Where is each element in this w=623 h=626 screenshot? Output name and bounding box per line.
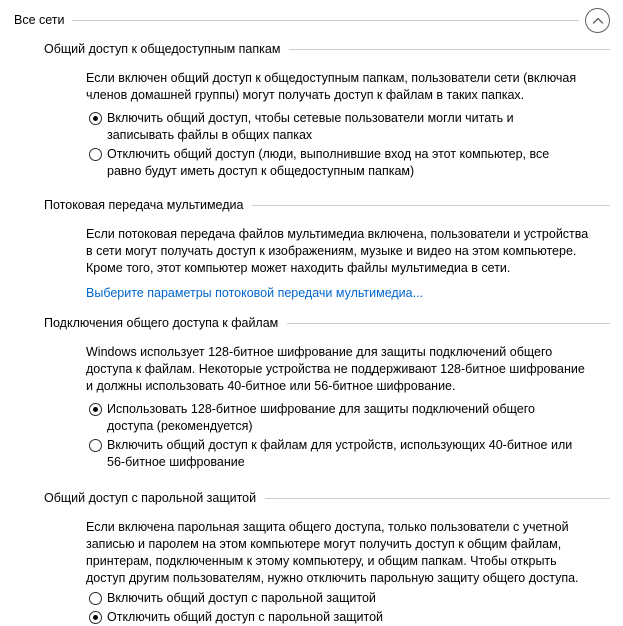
section-header xyxy=(44,490,610,507)
radio-input[interactable] xyxy=(89,112,102,125)
section-header xyxy=(44,315,610,332)
radio-option-disable-public-sharing[interactable] xyxy=(89,146,610,180)
section-header xyxy=(44,197,610,214)
collapse-section-button[interactable] xyxy=(585,8,610,33)
section-description: Если включена парольная защита общего доступа, только пользователи с учетной записью и паролем на этом компьютере могут получить доступ к общим файлам, принтерам, подключенным к этому компьютеру, и общим папкам. Чтобы открыть доступ другим пользователям, нужно отключить парольную защиту общего доступа. xyxy=(86,520,579,585)
media-streaming-options-link[interactable]: Выберите параметры потоковой передачи мультимедиа... xyxy=(86,286,424,300)
section-title: Потоковая передача мультимедиа xyxy=(44,198,244,212)
section-divider xyxy=(265,498,610,499)
section-divider xyxy=(252,205,610,206)
radio-input[interactable] xyxy=(89,439,102,452)
radio-label: Включить общий доступ к файлам для устройств, использующих 40-битное или 56-битное шифрование xyxy=(107,438,573,469)
group-divider xyxy=(72,20,579,21)
radio-input[interactable] xyxy=(89,592,102,605)
section-media-streaming xyxy=(44,197,610,302)
section-title: Общий доступ к общедоступным папкам xyxy=(44,42,281,56)
radio-option-disable-password-sharing[interactable] xyxy=(89,609,610,626)
public-folder-sharing-options xyxy=(89,110,610,180)
radio-input[interactable] xyxy=(89,403,102,416)
radio-input[interactable] xyxy=(89,148,102,161)
section-divider xyxy=(289,49,610,50)
radio-label: Включить общий доступ, чтобы сетевые пользователи могли читать и записывать файлы в общих папках xyxy=(107,111,514,142)
radio-input[interactable] xyxy=(89,611,102,624)
file-sharing-encryption-options xyxy=(89,401,610,471)
section-file-sharing-connections xyxy=(44,315,610,471)
radio-option-enable-public-sharing[interactable] xyxy=(89,110,610,144)
radio-label: Использовать 128-битное шифрование для защиты подключений общего доступа (рекомендуется) xyxy=(107,402,535,433)
chevron-up-icon xyxy=(592,17,604,25)
section-title: Общий доступ с парольной защитой xyxy=(44,491,257,505)
section-description: Если потоковая передача файлов мультимедиа включена, пользователи и устройства в сети могут получать доступ к изображениям, музыке и видео на этом компьютере. Кроме того, этот компьютер может находить файлы мультимедиа в сети. xyxy=(86,227,589,275)
section-password-protected-sharing xyxy=(44,490,610,626)
radio-option-enable-password-sharing[interactable] xyxy=(89,590,610,607)
section-description: Если включен общий доступ к общедоступным папкам, пользователи сети (включая членов домашней группы) могут получать доступ к файлам в таких папках. xyxy=(86,71,577,102)
radio-label: Отключить общий доступ с парольной защитой xyxy=(107,610,384,624)
group-title: Все сети xyxy=(14,13,65,27)
radio-option-40-56bit-encryption[interactable] xyxy=(89,437,610,471)
radio-label: Включить общий доступ с парольной защитой xyxy=(107,591,376,605)
radio-option-128bit-encryption[interactable] xyxy=(89,401,610,435)
section-title: Подключения общего доступа к файлам xyxy=(44,316,279,330)
password-protected-sharing-options xyxy=(89,590,610,626)
radio-label: Отключить общий доступ (люди, выполнившие вход на этот компьютер, все равно будут иметь доступ к общедоступным папкам) xyxy=(107,147,550,178)
section-public-folder-sharing xyxy=(44,41,610,180)
network-profile-group-header xyxy=(0,0,623,33)
section-header xyxy=(44,41,610,58)
section-divider xyxy=(287,323,610,324)
section-description: Windows использует 128-битное шифрование для защиты подключений общего доступа к файлам. Некоторые устройства не поддерживают 128-битное шифрование и должны использовать 40-битное или 56-битное шифрование. xyxy=(86,345,585,393)
